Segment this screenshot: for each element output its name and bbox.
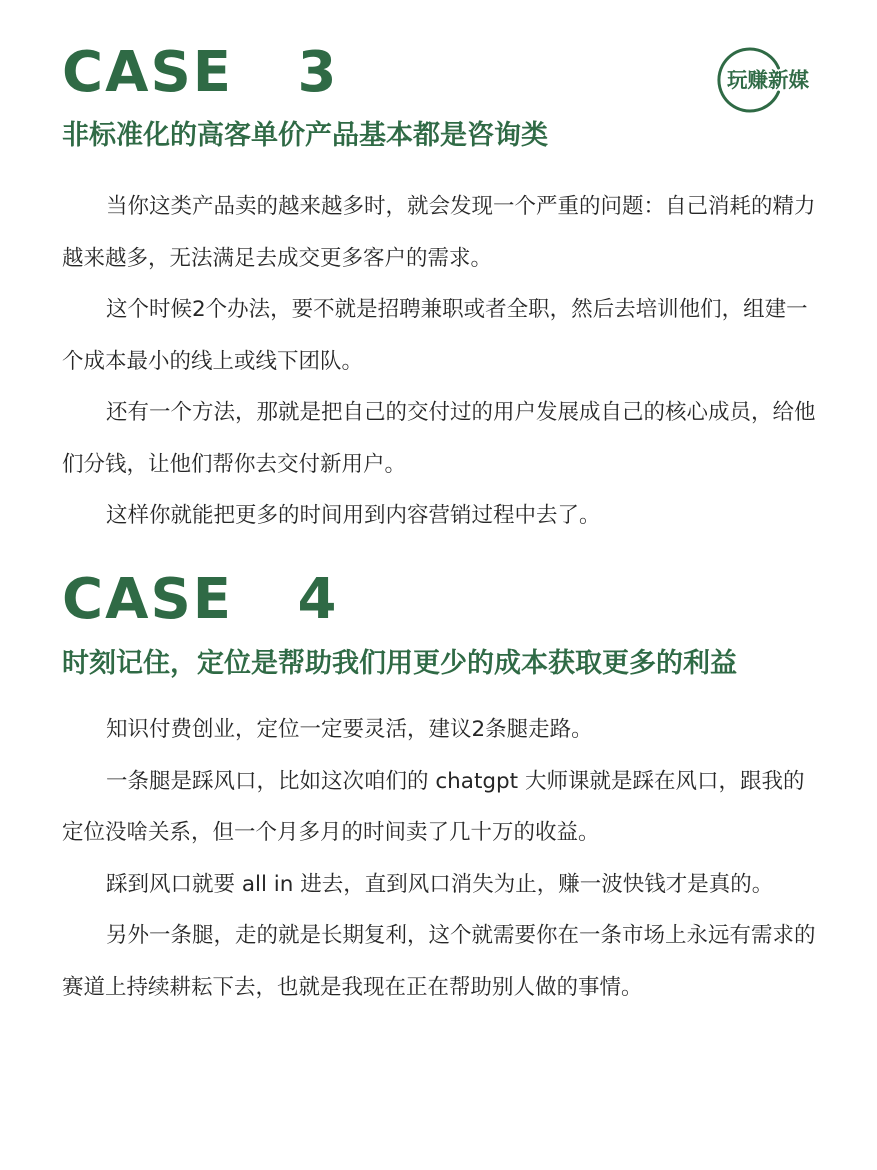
case-3-paragraph-3: 还有一个方法，那就是把自己的交付过的用户发展成自己的核心成员，给他们分钱，让他们帮你去交付新用户。 [62, 400, 816, 477]
case-3-paragraph-2: 这个时候2个办法，要不就是招聘兼职或者全职，然后去培训他们，组建一个成本最小的线上或线下团队。 [62, 297, 808, 374]
brand-logo [712, 42, 809, 118]
case-4-paragraph-3: 踩到风口就要 all in 进去，直到风口消失为止，赚一波快钱才是真的。 [106, 871, 774, 897]
case-4-paragraph-4: 另外一条腿，走的就是长期复利，这个就需要你在一条市场上永远有需求的赛道上持续耕耘下去，也就是我现在正在帮助别人做的事情。 [62, 923, 816, 1000]
logo-text: 玩赚新媒 [727, 68, 809, 92]
case-3-body [62, 181, 818, 542]
case-4-title: CASE 4 [62, 567, 339, 632]
case-3-paragraph-4: 这样你就能把更多的时间用到内容营销过程中去了。 [106, 503, 601, 528]
case-4-body [62, 704, 818, 1013]
case-3-subtitle: 非标准化的高客单价产品基本都是咨询类 [62, 120, 548, 151]
case-4-subtitle: 时刻记住，定位是帮助我们用更少的成本获取更多的利益 [62, 648, 737, 679]
case-4-paragraph-1: 知识付费创业，定位一定要灵活，建议2条腿走路。 [106, 717, 593, 742]
case-4-paragraph-2: 一条腿是踩风口，比如这次咱们的 chatgpt 大师课就是踩在风口，跟我的定位没啥关系，但一个月多月的时间卖了几十万的收益。 [62, 768, 805, 845]
case-3-paragraph-1: 当你这类产品卖的越来越多时，就会发现一个严重的问题：自己消耗的精力越来越多，无法满足去成交更多客户的需求。 [62, 194, 816, 271]
case-3-title: CASE 3 [62, 40, 339, 105]
